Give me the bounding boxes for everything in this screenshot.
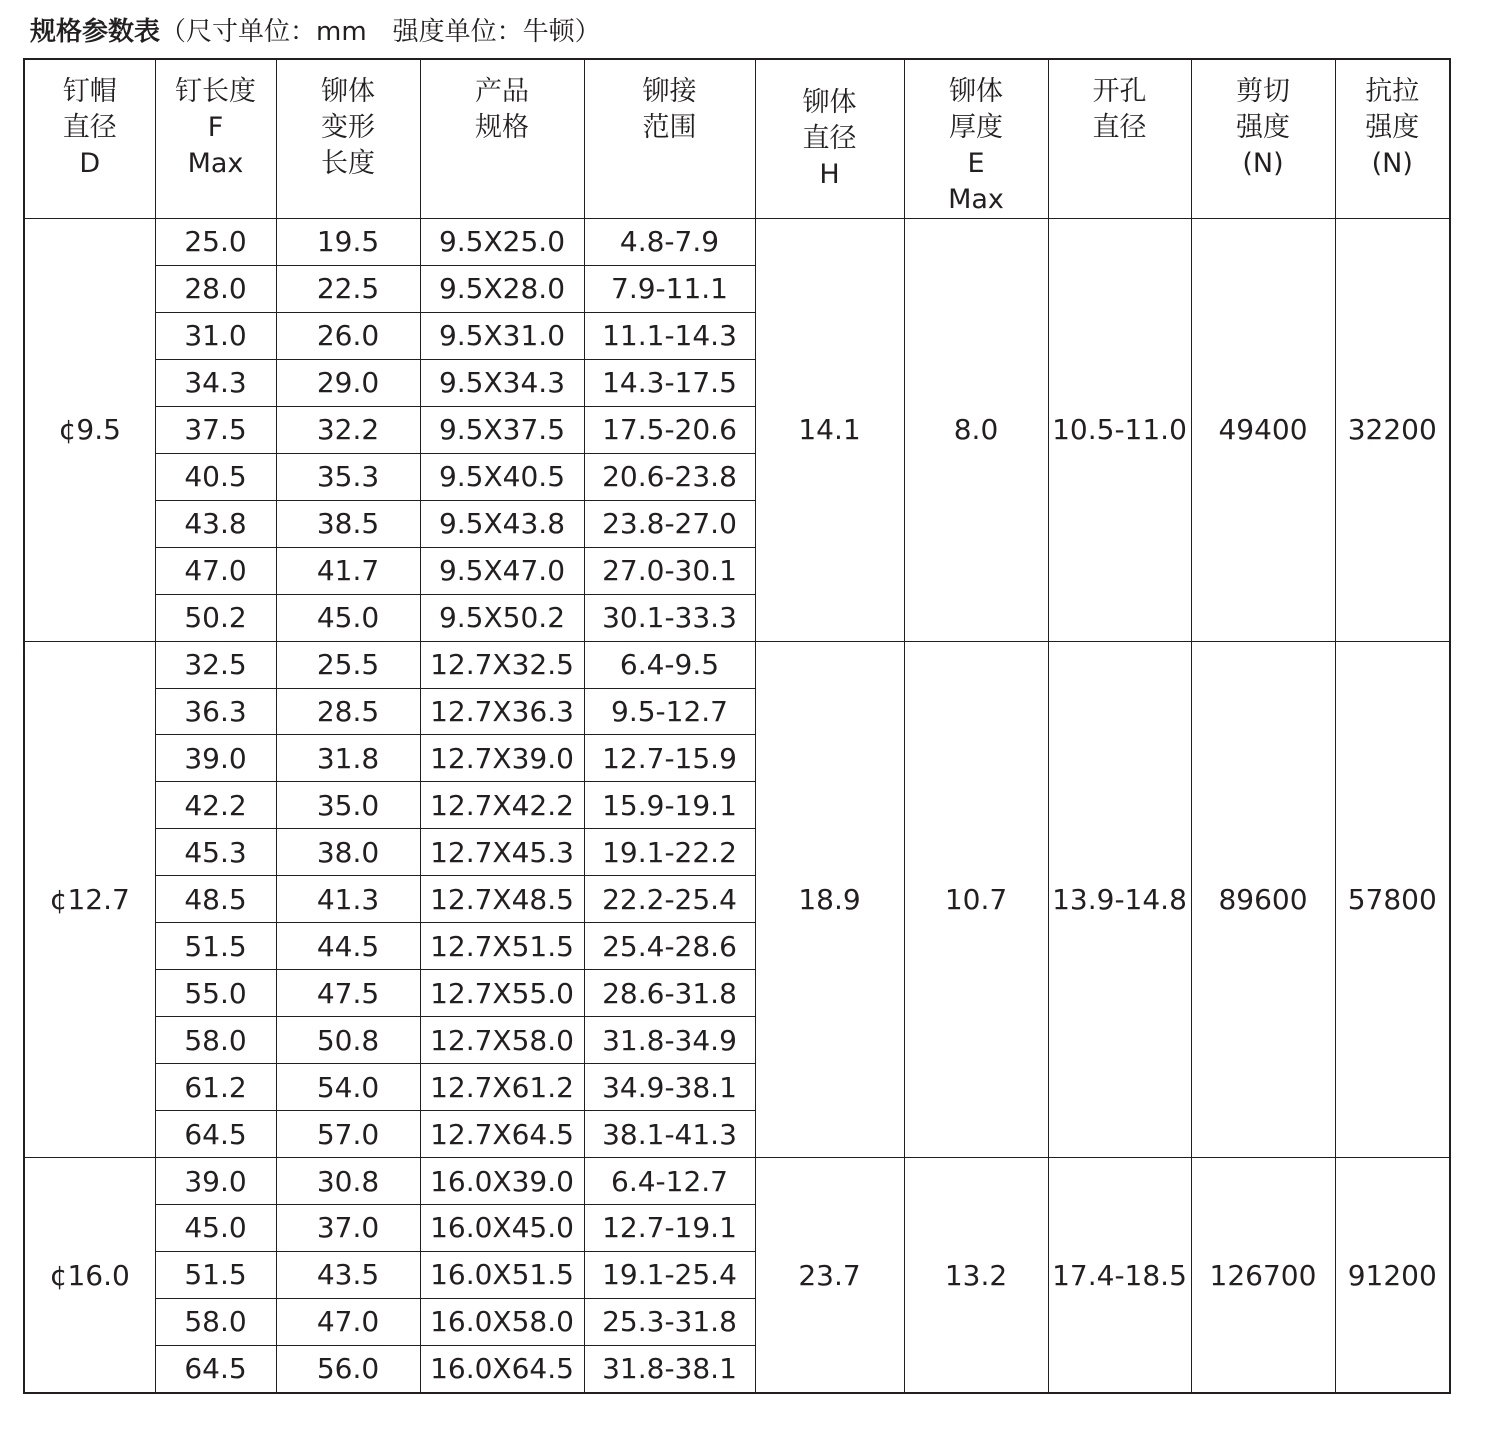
grip-range-cell: 14.3-17.5 <box>584 359 755 406</box>
deformed-length-cell: 38.0 <box>276 829 420 876</box>
header-line: D <box>79 148 101 179</box>
tensile-strength-cell: 32200 <box>1335 219 1450 642</box>
deformed-length-cell: 31.8 <box>276 735 420 782</box>
rivet-length-cell: 48.5 <box>155 876 276 923</box>
rivet-length-cell: 51.5 <box>155 1251 276 1298</box>
grip-range-cell: 22.2-25.4 <box>584 876 755 923</box>
shear-strength-cell: 89600 <box>1191 641 1335 1157</box>
header-tensile-strength <box>1335 59 1450 219</box>
hole-diameter-cell: 10.5-11.0 <box>1048 219 1191 642</box>
product-spec-cell: 16.0X64.5 <box>420 1345 584 1393</box>
deformed-length-cell: 47.0 <box>276 1298 420 1345</box>
body-diameter-cell: 23.7 <box>755 1158 904 1393</box>
body-thickness-cell: 13.2 <box>904 1158 1048 1393</box>
grip-range-cell: 6.4-9.5 <box>584 641 755 688</box>
product-spec-cell: 12.7X64.5 <box>420 1111 584 1158</box>
grip-range-cell: 12.7-15.9 <box>584 735 755 782</box>
header-line: 强度 <box>1365 112 1420 143</box>
body-diameter-cell: 18.9 <box>755 641 904 1157</box>
grip-range-cell: 7.9-11.1 <box>584 265 755 312</box>
product-spec-cell: 12.7X36.3 <box>420 688 584 735</box>
deformed-length-cell: 29.0 <box>276 359 420 406</box>
deformed-length-cell: 19.5 <box>276 219 420 266</box>
deformed-length-cell: 22.5 <box>276 265 420 312</box>
header-line: 厚度 <box>949 112 1003 143</box>
grip-range-cell: 17.5-20.6 <box>584 406 755 453</box>
header-line: 钉帽 <box>62 76 117 107</box>
deformed-length-cell: 41.7 <box>276 547 420 594</box>
header-line: 直径 <box>62 112 117 143</box>
rivet-length-cell: 58.0 <box>155 1017 276 1064</box>
product-spec-cell: 16.0X58.0 <box>420 1298 584 1345</box>
rivet-length-cell: 58.0 <box>155 1298 276 1345</box>
header-deformed-length <box>276 59 420 219</box>
product-spec-cell: 12.7X55.0 <box>420 970 584 1017</box>
body-diameter-cell: 14.1 <box>755 219 904 642</box>
product-spec-cell: 12.7X39.0 <box>420 735 584 782</box>
rivet-length-cell: 34.3 <box>155 359 276 406</box>
product-spec-cell: 9.5X40.5 <box>420 453 584 500</box>
table-row <box>24 219 1450 266</box>
product-spec-cell: 9.5X28.0 <box>420 265 584 312</box>
header-line: 变形 <box>321 112 375 143</box>
rivet-length-cell: 45.3 <box>155 829 276 876</box>
header-line: H <box>819 159 840 190</box>
rivet-length-cell: 50.2 <box>155 594 276 641</box>
header-line: 长度 <box>321 148 375 179</box>
header-line: 强度 <box>1236 112 1290 143</box>
shear-strength-cell: 49400 <box>1191 219 1335 642</box>
deformed-length-cell: 41.3 <box>276 876 420 923</box>
rivet-length-cell: 55.0 <box>155 970 276 1017</box>
head-diameter-cell: ¢9.5 <box>24 219 155 642</box>
grip-range-cell: 12.7-19.1 <box>584 1205 755 1252</box>
grip-range-cell: 19.1-25.4 <box>584 1251 755 1298</box>
product-spec-cell: 12.7X32.5 <box>420 641 584 688</box>
table-row <box>24 641 1450 688</box>
grip-range-cell: 20.6-23.8 <box>584 453 755 500</box>
header-row <box>24 59 1450 219</box>
rivet-length-cell: 64.5 <box>155 1111 276 1158</box>
body-thickness-cell: 10.7 <box>904 641 1048 1157</box>
header-line: 直径 <box>802 123 857 154</box>
grip-range-cell: 23.8-27.0 <box>584 500 755 547</box>
header-line: E <box>967 148 985 179</box>
header-line: 产品 <box>475 76 529 107</box>
header-line: 钉长度 <box>175 76 256 107</box>
product-spec-cell: 9.5X25.0 <box>420 219 584 266</box>
grip-range-cell: 19.1-22.2 <box>584 829 755 876</box>
rivet-length-cell: 51.5 <box>155 923 276 970</box>
header-line: 铆体 <box>802 87 857 118</box>
deformed-length-cell: 50.8 <box>276 1017 420 1064</box>
deformed-length-cell: 54.0 <box>276 1064 420 1111</box>
grip-range-cell: 27.0-30.1 <box>584 547 755 594</box>
rivet-length-cell: 40.5 <box>155 453 276 500</box>
title-main: 规格参数表 <box>30 17 161 47</box>
grip-range-cell: 38.1-41.3 <box>584 1111 755 1158</box>
product-spec-cell: 12.7X51.5 <box>420 923 584 970</box>
rivet-length-cell: 43.8 <box>155 500 276 547</box>
product-spec-cell: 12.7X45.3 <box>420 829 584 876</box>
spec-table <box>23 58 1451 1394</box>
product-spec-cell: 9.5X47.0 <box>420 547 584 594</box>
rivet-length-cell: 45.0 <box>155 1205 276 1252</box>
deformed-length-cell: 47.5 <box>276 970 420 1017</box>
header-line: 范围 <box>642 112 697 143</box>
product-spec-cell: 9.5X43.8 <box>420 500 584 547</box>
header-line: F <box>207 112 224 143</box>
head-diameter-cell: ¢12.7 <box>24 641 155 1157</box>
header-line: 直径 <box>1092 112 1147 143</box>
rivet-length-cell: 25.0 <box>155 219 276 266</box>
head-diameter-cell: ¢16.0 <box>24 1158 155 1393</box>
header-line: Max <box>948 184 1004 215</box>
rivet-length-cell: 32.5 <box>155 641 276 688</box>
title-units-note: （尺寸单位：mm 强度单位：牛顿） <box>160 17 601 47</box>
rivet-length-cell: 28.0 <box>155 265 276 312</box>
header-line: 铆接 <box>642 76 697 107</box>
header-line: 铆体 <box>321 76 375 107</box>
table-row <box>24 1158 1450 1205</box>
deformed-length-cell: 35.0 <box>276 782 420 829</box>
rivet-length-cell: 47.0 <box>155 547 276 594</box>
rivet-length-cell: 61.2 <box>155 1064 276 1111</box>
header-grip-range <box>584 59 755 219</box>
header-body-thickness <box>904 59 1048 219</box>
deformed-length-cell: 30.8 <box>276 1158 420 1205</box>
hole-diameter-cell: 13.9-14.8 <box>1048 641 1191 1157</box>
header-line: 剪切 <box>1236 76 1290 107</box>
product-spec-cell: 12.7X58.0 <box>420 1017 584 1064</box>
deformed-length-cell: 43.5 <box>276 1251 420 1298</box>
shear-strength-cell: 126700 <box>1191 1158 1335 1393</box>
header-hole-diameter <box>1048 59 1191 219</box>
deformed-length-cell: 44.5 <box>276 923 420 970</box>
header-line: 抗拉 <box>1365 76 1420 107</box>
deformed-length-cell: 26.0 <box>276 312 420 359</box>
table-body <box>24 219 1450 1394</box>
deformed-length-cell: 45.0 <box>276 594 420 641</box>
product-spec-cell: 9.5X50.2 <box>420 594 584 641</box>
rivet-length-cell: 64.5 <box>155 1345 276 1393</box>
header-head-diameter <box>24 59 155 219</box>
grip-range-cell: 11.1-14.3 <box>584 312 755 359</box>
header-line: 铆体 <box>949 76 1003 107</box>
grip-range-cell: 25.4-28.6 <box>584 923 755 970</box>
deformed-length-cell: 37.0 <box>276 1205 420 1252</box>
header-product-spec <box>420 59 584 219</box>
product-spec-cell: 16.0X45.0 <box>420 1205 584 1252</box>
rivet-length-cell: 42.2 <box>155 782 276 829</box>
product-spec-cell: 16.0X51.5 <box>420 1251 584 1298</box>
rivet-length-cell: 31.0 <box>155 312 276 359</box>
grip-range-cell: 15.9-19.1 <box>584 782 755 829</box>
product-spec-cell: 12.7X48.5 <box>420 876 584 923</box>
header-line: (N) <box>1242 148 1284 179</box>
rivet-length-cell: 39.0 <box>155 1158 276 1205</box>
deformed-length-cell: 28.5 <box>276 688 420 735</box>
deformed-length-cell: 25.5 <box>276 641 420 688</box>
rivet-length-cell: 39.0 <box>155 735 276 782</box>
grip-range-cell: 9.5-12.7 <box>584 688 755 735</box>
grip-range-cell: 6.4-12.7 <box>584 1158 755 1205</box>
product-spec-cell: 16.0X39.0 <box>420 1158 584 1205</box>
header-rivet-length <box>155 59 276 219</box>
header-line: (N) <box>1371 148 1413 179</box>
product-spec-cell: 12.7X42.2 <box>420 782 584 829</box>
header-body-diameter <box>755 59 904 219</box>
rivet-length-cell: 37.5 <box>155 406 276 453</box>
tensile-strength-cell: 57800 <box>1335 641 1450 1157</box>
header-line: 规格 <box>475 112 529 143</box>
deformed-length-cell: 35.3 <box>276 453 420 500</box>
hole-diameter-cell: 17.4-18.5 <box>1048 1158 1191 1393</box>
grip-range-cell: 34.9-38.1 <box>584 1064 755 1111</box>
product-spec-cell: 12.7X61.2 <box>420 1064 584 1111</box>
grip-range-cell: 30.1-33.3 <box>584 594 755 641</box>
page-title <box>30 14 601 50</box>
grip-range-cell: 31.8-38.1 <box>584 1345 755 1393</box>
product-spec-cell: 9.5X37.5 <box>420 406 584 453</box>
header-shear-strength <box>1191 59 1335 219</box>
rivet-length-cell: 36.3 <box>155 688 276 735</box>
header-line: 开孔 <box>1092 76 1147 107</box>
grip-range-cell: 25.3-31.8 <box>584 1298 755 1345</box>
grip-range-cell: 31.8-34.9 <box>584 1017 755 1064</box>
deformed-length-cell: 32.2 <box>276 406 420 453</box>
body-thickness-cell: 8.0 <box>904 219 1048 642</box>
header-line: Max <box>187 148 244 179</box>
grip-range-cell: 28.6-31.8 <box>584 970 755 1017</box>
deformed-length-cell: 57.0 <box>276 1111 420 1158</box>
tensile-strength-cell: 91200 <box>1335 1158 1450 1393</box>
grip-range-cell: 4.8-7.9 <box>584 219 755 266</box>
deformed-length-cell: 38.5 <box>276 500 420 547</box>
deformed-length-cell: 56.0 <box>276 1345 420 1393</box>
product-spec-cell: 9.5X31.0 <box>420 312 584 359</box>
product-spec-cell: 9.5X34.3 <box>420 359 584 406</box>
